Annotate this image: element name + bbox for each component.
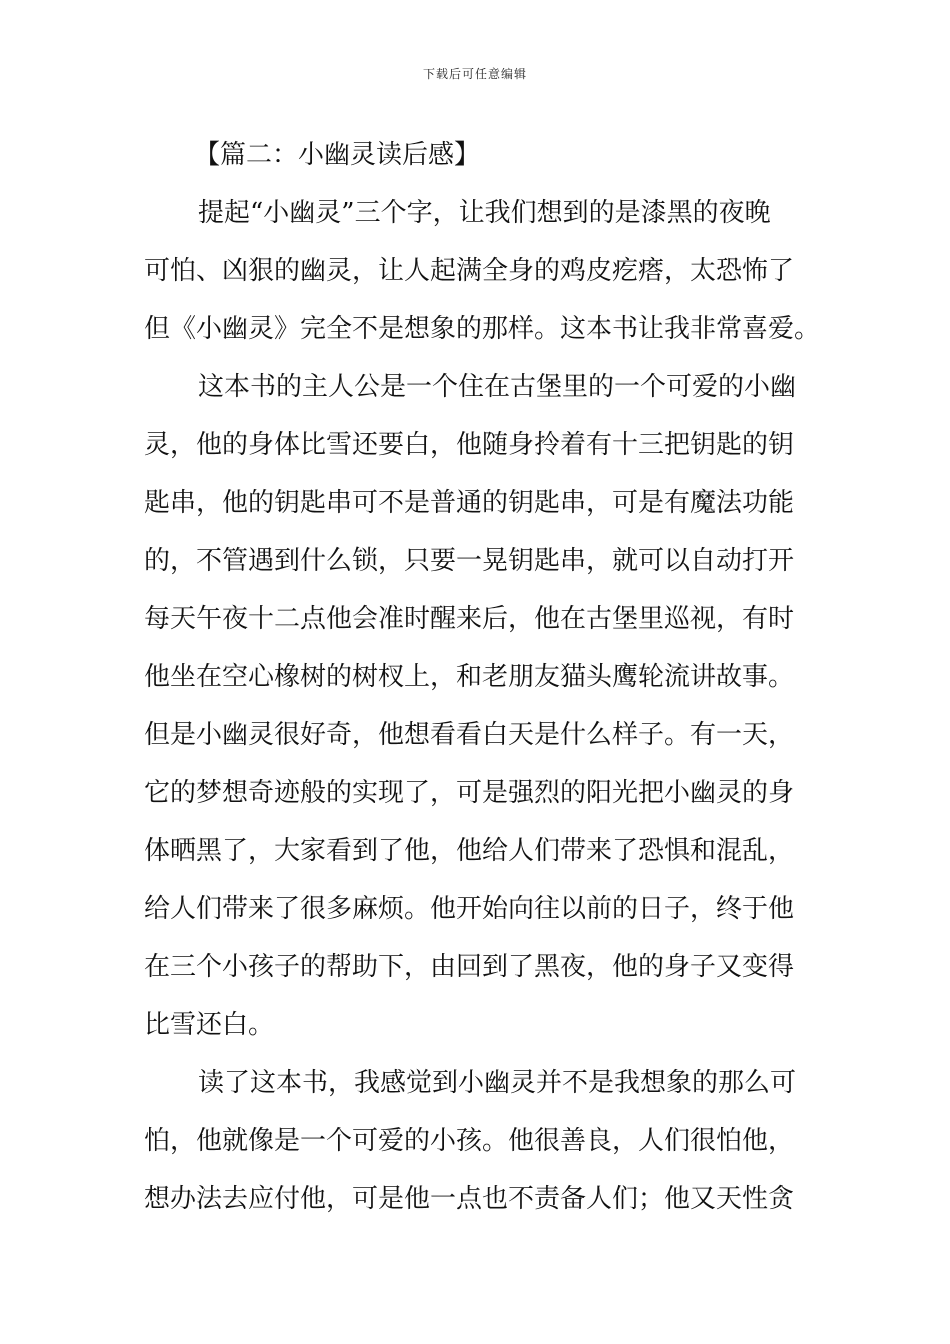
paragraph-line: 提起“小幽灵”三个字，让我们想到的是漆黑的夜晚 bbox=[198, 198, 771, 228]
paragraph-line: 灵，他的身体比雪还要白，他随身拎着有十三把钥匙的钥 bbox=[144, 430, 795, 460]
paragraph-line: 这本书的主人公是一个住在古堡里的一个可爱的小幽 bbox=[198, 372, 797, 402]
paragraph-line: 读了这本书，我感觉到小幽灵并不是我想象的那么可 bbox=[198, 1068, 797, 1098]
paragraph-line: 可怕、凶狠的幽灵，让人起满全身的鸡皮疙瘩，太恐怖了 bbox=[144, 256, 795, 286]
paragraph-line: 每天午夜十二点他会准时醒来后，他在古堡里巡视，有时 bbox=[144, 604, 795, 634]
paragraph-line: 它的梦想奇迹般的实现了，可是强烈的阳光把小幽灵的身 bbox=[144, 778, 795, 808]
paragraph-line: 想办法去应付他，可是他一点也不责备人们；他又天性贪 bbox=[144, 1184, 795, 1214]
page-header-note: 下载后可任意编辑 bbox=[422, 67, 527, 81]
document-body bbox=[144, 126, 821, 1228]
paragraph-line: 但是小幽灵很好奇，他想看看白天是什么样子。有一天， bbox=[144, 720, 795, 750]
paragraph-line: 的，不管遇到什么锁，只要一晃钥匙串，就可以自动打开 bbox=[144, 546, 795, 576]
paragraph-line: 体晒黑了，大家看到了他，他给人们带来了恐惧和混乱， bbox=[144, 836, 795, 866]
essay-title: 【篇二：小幽灵读后感】 bbox=[194, 140, 481, 170]
paragraph-line: 但《小幽灵》完全不是想象的那样。这本书让我非常喜爱。 bbox=[144, 314, 821, 344]
paragraph-line: 他坐在空心橡树的树杈上，和老朋友猫头鹰轮流讲故事。 bbox=[144, 662, 795, 692]
paragraph-line: 比雪还白。 bbox=[144, 1010, 275, 1040]
paragraph-line: 匙串，他的钥匙串可不是普通的钥匙串，可是有魔法功能 bbox=[144, 488, 795, 518]
paragraph-line: 怕，他就像是一个可爱的小孩。他很善良，人们很怕他， bbox=[144, 1126, 795, 1156]
paragraph-line: 给人们带来了很多麻烦。他开始向往以前的日子，终于他 bbox=[144, 894, 795, 924]
paragraph-line: 在三个小孩子的帮助下，由回到了黑夜，他的身子又变得 bbox=[144, 952, 795, 982]
